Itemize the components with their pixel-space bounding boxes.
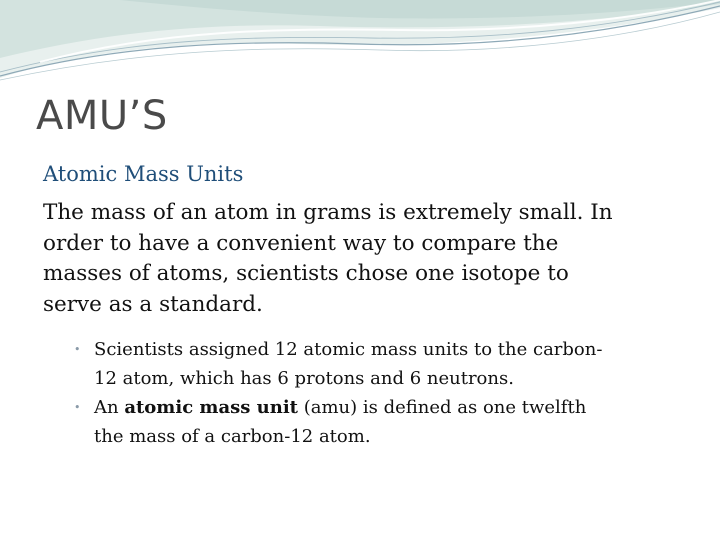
bullet-text: (amu) is defined as one twelfth xyxy=(298,397,587,418)
bullet-list xyxy=(74,335,684,451)
intro-line: order to have a convenient way to compare the xyxy=(43,230,559,256)
bullet-marker: • xyxy=(74,401,81,414)
bullet-line: the mass of a carbon-12 atom. xyxy=(94,426,371,447)
bold-term: atomic mass unit xyxy=(124,397,298,418)
bullet-line: Scientists assigned 12 atomic mass units to the carbon- xyxy=(94,339,603,360)
intro-line: The mass of an atom in grams is extremely small. In xyxy=(43,200,613,225)
slide-title: AMU’S xyxy=(36,93,168,139)
bullet-line xyxy=(94,393,684,422)
bullet-line: 12 atom, which has 6 protons and 6 neutrons. xyxy=(94,368,514,389)
intro-paragraph xyxy=(43,198,703,320)
intro-line: masses of atoms, scientists chose one isotope to xyxy=(43,261,569,286)
bullet-item xyxy=(74,335,684,393)
slide-subtitle: Atomic Mass Units xyxy=(43,162,244,186)
bullet-text: An xyxy=(94,397,125,418)
bullet-marker: • xyxy=(74,343,81,356)
header-wave-decoration xyxy=(0,0,720,90)
bullet-item xyxy=(74,393,684,451)
intro-line: serve as a standard. xyxy=(43,291,263,317)
